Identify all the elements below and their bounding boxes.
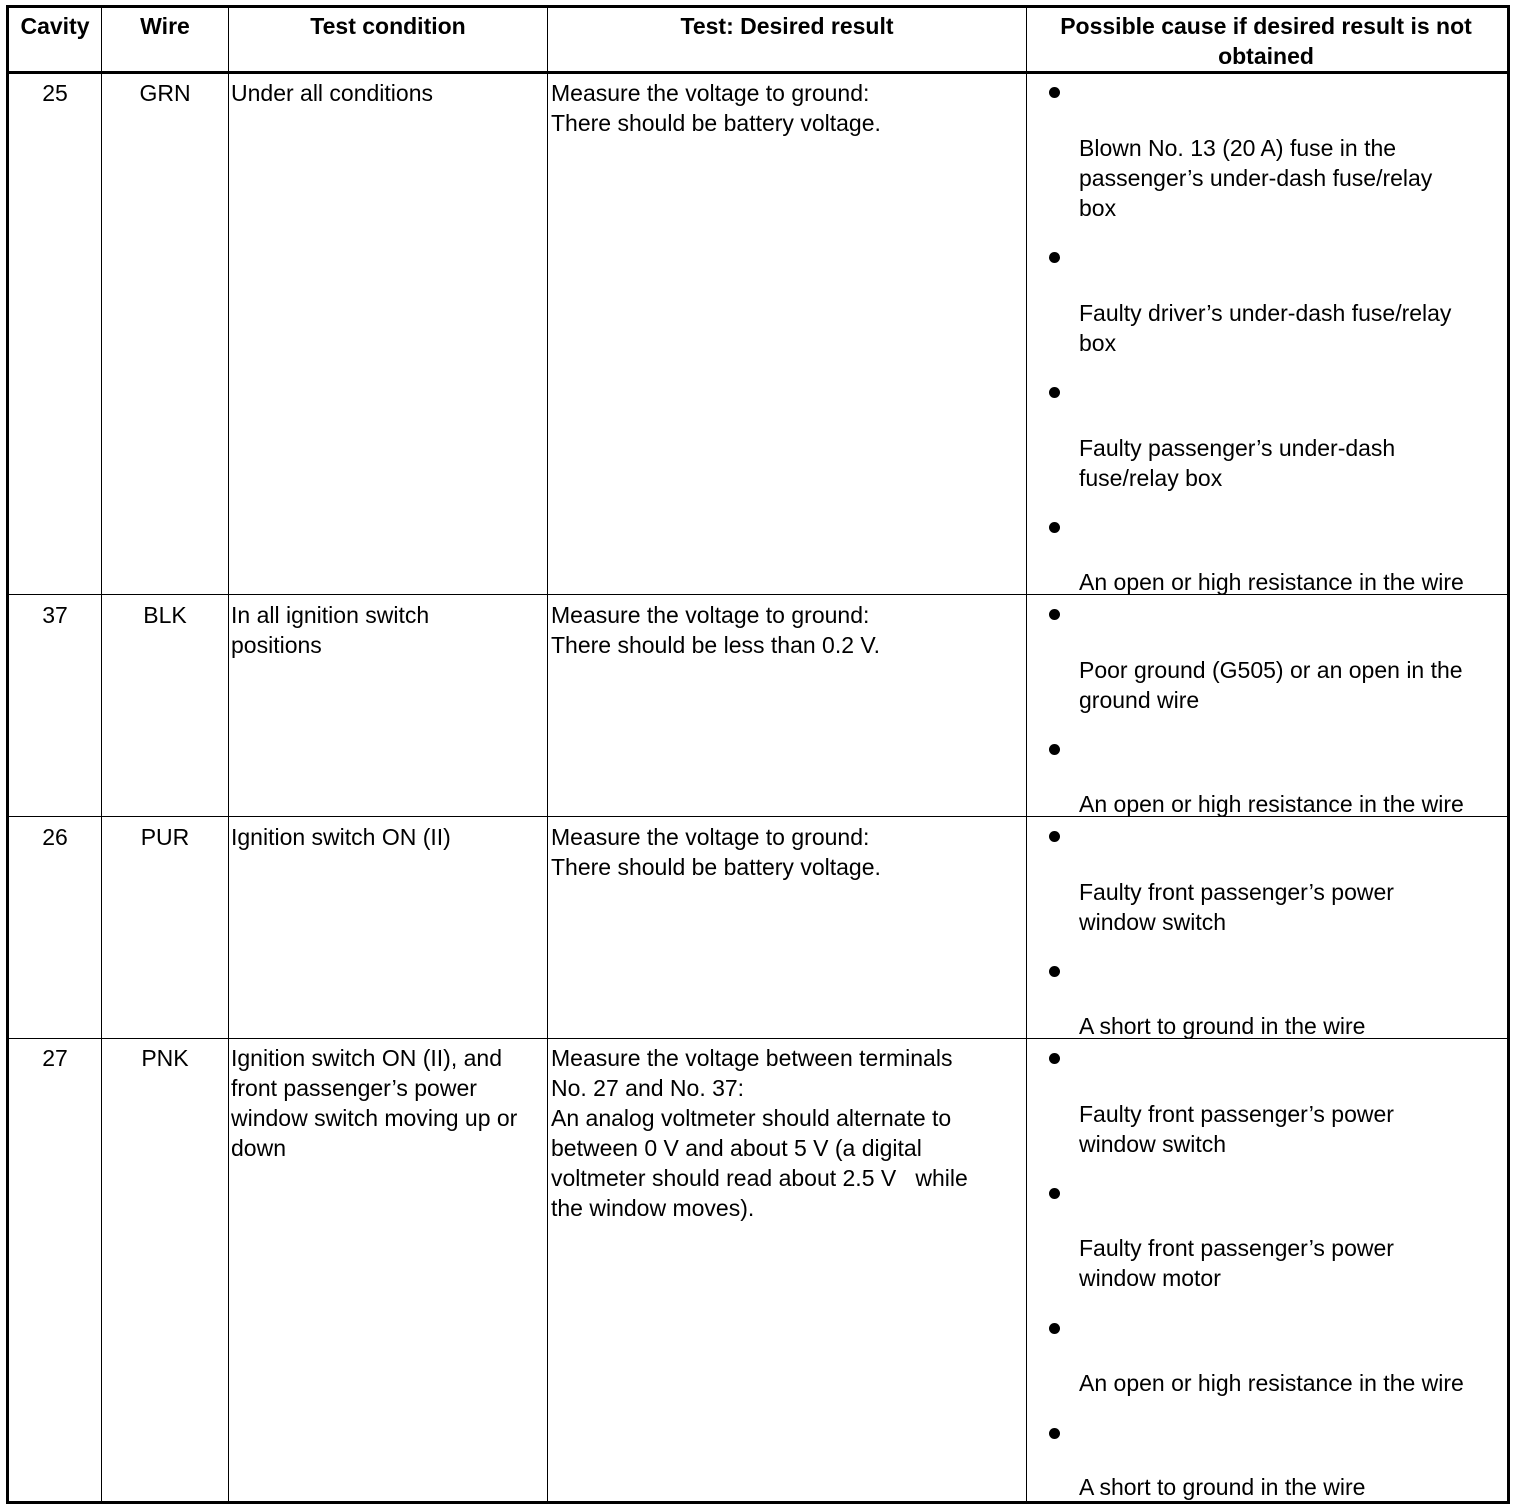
column-divider xyxy=(1026,5,1027,1501)
header-possible-cause: Possible cause if desired result is not xyxy=(1060,13,1472,39)
cell-result: Measure the voltage to ground: xyxy=(551,824,870,850)
bullet-icon xyxy=(1049,387,1060,398)
cell-wire: PUR xyxy=(140,824,190,850)
cause-text: Faulty front passenger’s power xyxy=(1079,879,1394,905)
cell-result: There should be battery voltage. xyxy=(551,854,881,880)
cause-text: An open or high resistance in the wire xyxy=(1079,1370,1464,1396)
cell-result: There should be less than 0.2 V. xyxy=(551,632,881,658)
header-desired-result: Test: Desired result xyxy=(680,13,894,39)
cell-cavity: 37 xyxy=(42,602,68,628)
cell-condition: Ignition switch ON (II) xyxy=(231,824,451,850)
cause-text: Faulty passenger’s under-dash xyxy=(1079,435,1396,461)
header-test-condition: Test condition xyxy=(310,13,466,39)
cause-text: ground wire xyxy=(1079,687,1200,713)
cause-text: Faulty front passenger’s power xyxy=(1079,1235,1394,1261)
cell-condition: window switch moving up or xyxy=(231,1105,518,1131)
bullet-icon xyxy=(1049,744,1060,755)
cell-condition: positions xyxy=(231,632,322,658)
cell-result: Measure the voltage to ground: xyxy=(551,80,870,106)
bullet-icon xyxy=(1049,1323,1060,1334)
cause-text: window switch xyxy=(1079,909,1226,935)
column-divider xyxy=(547,5,548,1501)
cell-condition: front passenger’s power xyxy=(231,1075,477,1101)
cause-text: A short to ground in the wire xyxy=(1079,1474,1366,1500)
cause-text: window motor xyxy=(1079,1265,1221,1291)
cell-wire: BLK xyxy=(143,602,187,628)
cell-result: An analog voltmeter should alternate to xyxy=(551,1105,952,1131)
cause-text: An open or high resistance in the wire xyxy=(1079,791,1464,817)
cell-cavity: 25 xyxy=(42,80,68,106)
cause-text: passenger’s under-dash fuse/relay xyxy=(1079,165,1433,191)
cause-text: Faulty driver’s under-dash fuse/relay xyxy=(1079,300,1452,326)
cell-result: There should be battery voltage. xyxy=(551,110,881,136)
cell-cavity: 26 xyxy=(42,824,68,850)
cause-text: fuse/relay box xyxy=(1079,465,1223,491)
cell-result: between 0 V and about 5 V (a digital xyxy=(551,1135,922,1161)
header-wire: Wire xyxy=(140,13,190,39)
cell-result: No. 27 and No. 37: xyxy=(551,1075,745,1101)
cell-result: voltmeter should read about 2.5 V while xyxy=(551,1165,968,1191)
cause-text: window switch xyxy=(1079,1131,1226,1157)
bullet-icon xyxy=(1049,609,1060,620)
cause-text: Faulty front passenger’s power xyxy=(1079,1101,1394,1127)
header-divider xyxy=(6,71,1507,74)
cause-text: Blown No. 13 (20 A) fuse in the xyxy=(1079,135,1397,161)
cause-text: A short to ground in the wire xyxy=(1079,1013,1366,1039)
column-divider xyxy=(228,5,229,1501)
cell-result: the window moves). xyxy=(551,1195,755,1221)
header-possible-cause-cont: obtained xyxy=(1218,43,1314,69)
cell-cavity: 27 xyxy=(42,1045,68,1071)
cell-wire: GRN xyxy=(139,80,191,106)
cell-condition: Ignition switch ON (II), and xyxy=(231,1045,502,1071)
cause-text: box xyxy=(1079,330,1117,356)
cell-condition: In all ignition switch xyxy=(231,602,430,628)
header-cavity: Cavity xyxy=(20,13,90,39)
column-divider xyxy=(101,5,102,1501)
cell-condition: Under all conditions xyxy=(231,80,434,106)
bullet-icon xyxy=(1049,831,1060,842)
bullet-icon xyxy=(1049,1428,1060,1439)
bullet-icon xyxy=(1049,87,1060,98)
cause-text: An open or high resistance in the wire xyxy=(1079,569,1464,595)
cell-condition: down xyxy=(231,1135,286,1161)
cell-wire: PNK xyxy=(141,1045,189,1071)
bullet-icon xyxy=(1049,1053,1060,1064)
bullet-icon xyxy=(1049,966,1060,977)
table-border xyxy=(6,5,1510,1504)
bullet-icon xyxy=(1049,1188,1060,1199)
bullet-icon xyxy=(1049,522,1060,533)
cell-result: Measure the voltage to ground: xyxy=(551,602,870,628)
cause-text: Poor ground (G505) or an open in the xyxy=(1079,657,1463,683)
bullet-icon xyxy=(1049,252,1060,263)
cause-text: box xyxy=(1079,195,1117,221)
cell-result: Measure the voltage between terminals xyxy=(551,1045,953,1071)
